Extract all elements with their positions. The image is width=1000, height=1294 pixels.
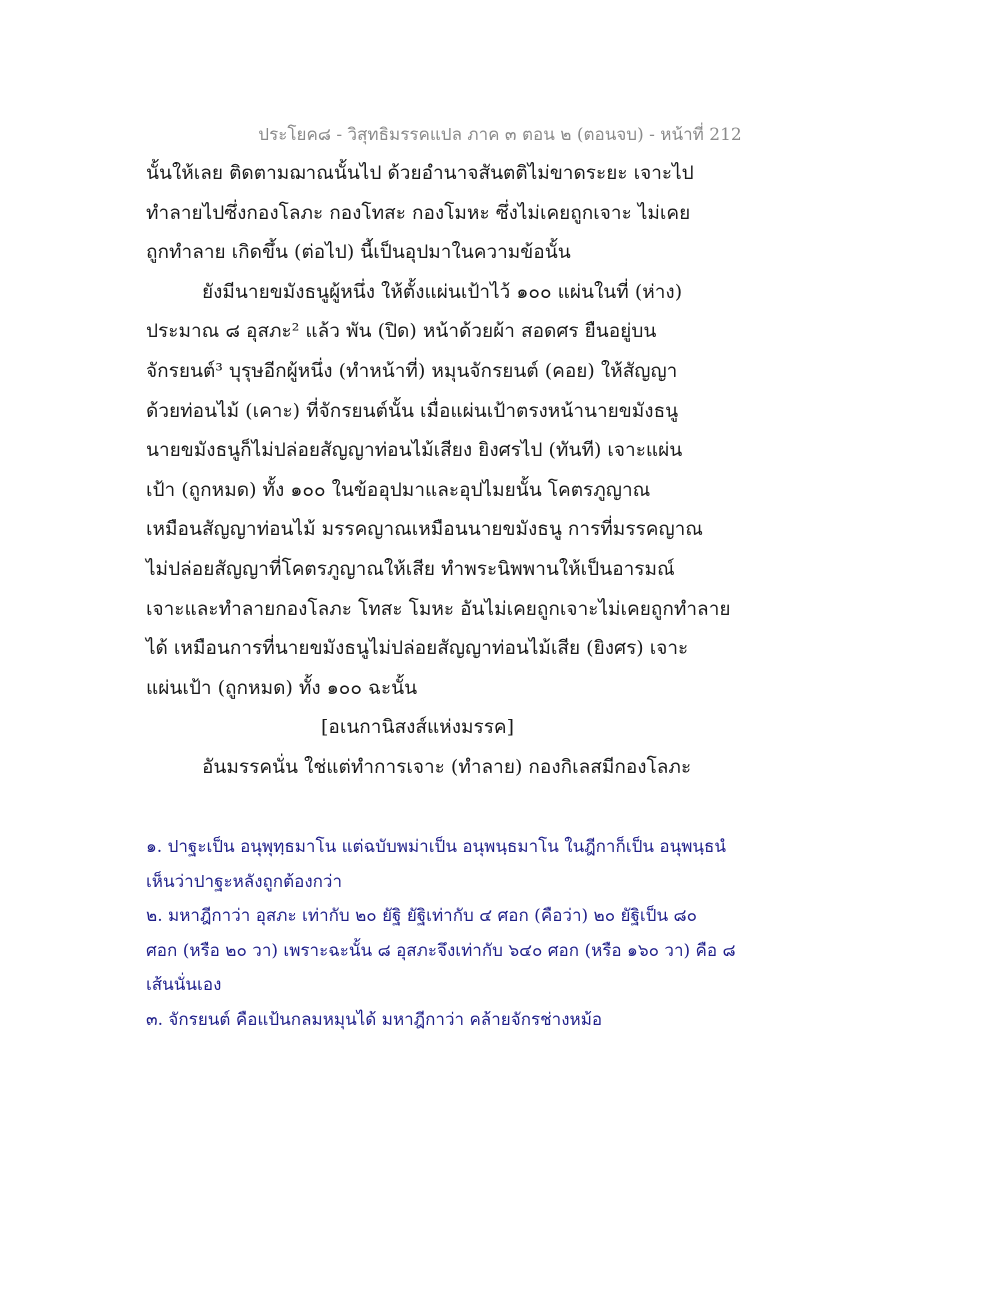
body-line: ทำลายไปซึ่งกองโลภะ กองโทสะ กองโมหะ ซึ่งไม่เคยถูกเจาะ ไม่เคย (146, 201, 691, 224)
body-line: แผ่นเป้า (ถูกหมด) ทั้ง ๑๐๐ ฉะนั้น (146, 676, 418, 699)
section-heading: [อเนกานิสงส์แห่งมรรค] (321, 716, 515, 739)
body-line: ยังมีนายขมังธนูผู้หนึ่ง ให้ตั้งแผ่นเป้าไว้ ๑๐๐ แผ่นในที่ (ห่าง) (202, 280, 683, 303)
body-line: เหมือนสัญญาท่อนไม้ มรรคญาณเหมือนนายขมังธนู การที่มรรคญาณ (146, 518, 703, 541)
body-line: ไม่ปล่อยสัญญาที่โคตรภูญาณให้เสีย ทำพระนิพพานให้เป็นอารมณ์ (146, 557, 675, 580)
page-header: ประโยค๘ - วิสุทธิมรรคแปล ภาค ๓ ตอน ๒ (ตอนจบ) - หน้าที่ 212 (258, 125, 742, 145)
body-line: ถูกทำลาย เกิดขึ้น (ต่อไป) นี้เป็นอุปมาในความข้อนั้น (146, 241, 571, 264)
footnote-line: เห็นว่าปาฐะหลังถูกต้องกว่า (146, 871, 343, 892)
body-line: นายขมังธนูก็ไม่ปล่อยสัญญาท่อนไม้เสียง ยิงศรไป (ทันที) เจาะแผ่น (146, 439, 683, 462)
footnote-line: ศอก (หรือ ๒๐ วา) เพราะฉะนั้น ๘ อุสภะจึงเท่ากับ ๖๔๐ ศอก (หรือ ๑๖๐ วา) คือ ๘ (146, 940, 736, 961)
body-line: นั้นให้เลย ติดตามฌาณนั้นไป ด้วยอำนาจสันตติไม่ขาดระยะ เจาะไป (146, 162, 694, 184)
footnote-line: เส้นนั่นเอง (146, 975, 222, 995)
body-line: ด้วยท่อนไม้ (เคาะ) ที่จักรยนต์นั้น เมื่อแผ่นเป้าตรงหน้านายขมังธนู (146, 399, 679, 422)
body-line: ได้ เหมือนการที่นายขมังธนูไม่ปล่อยสัญญาท่อนไม้เสีย (ยิงศร) เจาะ (146, 637, 689, 660)
footnotes (146, 830, 766, 1037)
body-line: เป้า (ถูกหมด) ทั้ง ๑๐๐ ในข้ออุปมาและอุปไมยนั้น โคตรภูญาณ (146, 478, 651, 501)
body-line: จักรยนต์³ บุรุษอีกผู้หนึ่ง (ทำหน้าที่) หมุนจักรยนต์ (คอย) ให้สัญญา (146, 359, 678, 382)
main-text (146, 154, 766, 788)
footnote-line: ๒. มหาฎีกาว่า อุสภะ เท่ากับ ๒๐ ยัฐิ ยัฐิเท่ากับ ๔ ศอก (คือว่า) ๒๐ ยัฐิเป็น ๘๐ (146, 906, 697, 926)
body-line: ประมาณ ๘ อุสภะ² แล้ว พัน (ปิด) หน้าด้วยผ้า สอดศร ยืนอยู่บน (146, 320, 657, 343)
footnote-line: ๓. จักรยนต์ คือแป้นกลมหมุนได้ มหาฎีกาว่า คล้ายจักรช่างหม้อ (146, 1009, 603, 1030)
footnote-line: ๑. ปาฐะเป็น อนุพุทฺธมาโน แต่ฉบับพม่าเป็น อนุพนฺธมาโน ในฎีกาก็เป็น อนุพนฺธนํ (146, 837, 727, 857)
body-line: อันมรรคนั่น ใช่แต่ทำการเจาะ (ทำลาย) กองกิเลสมีกองโลภะ (202, 755, 692, 778)
body-line: เจาะและทำลายกองโลภะ โทสะ โมหะ อันไม่เคยถูกเจาะไม่เคยถูกทำลาย (146, 597, 731, 620)
